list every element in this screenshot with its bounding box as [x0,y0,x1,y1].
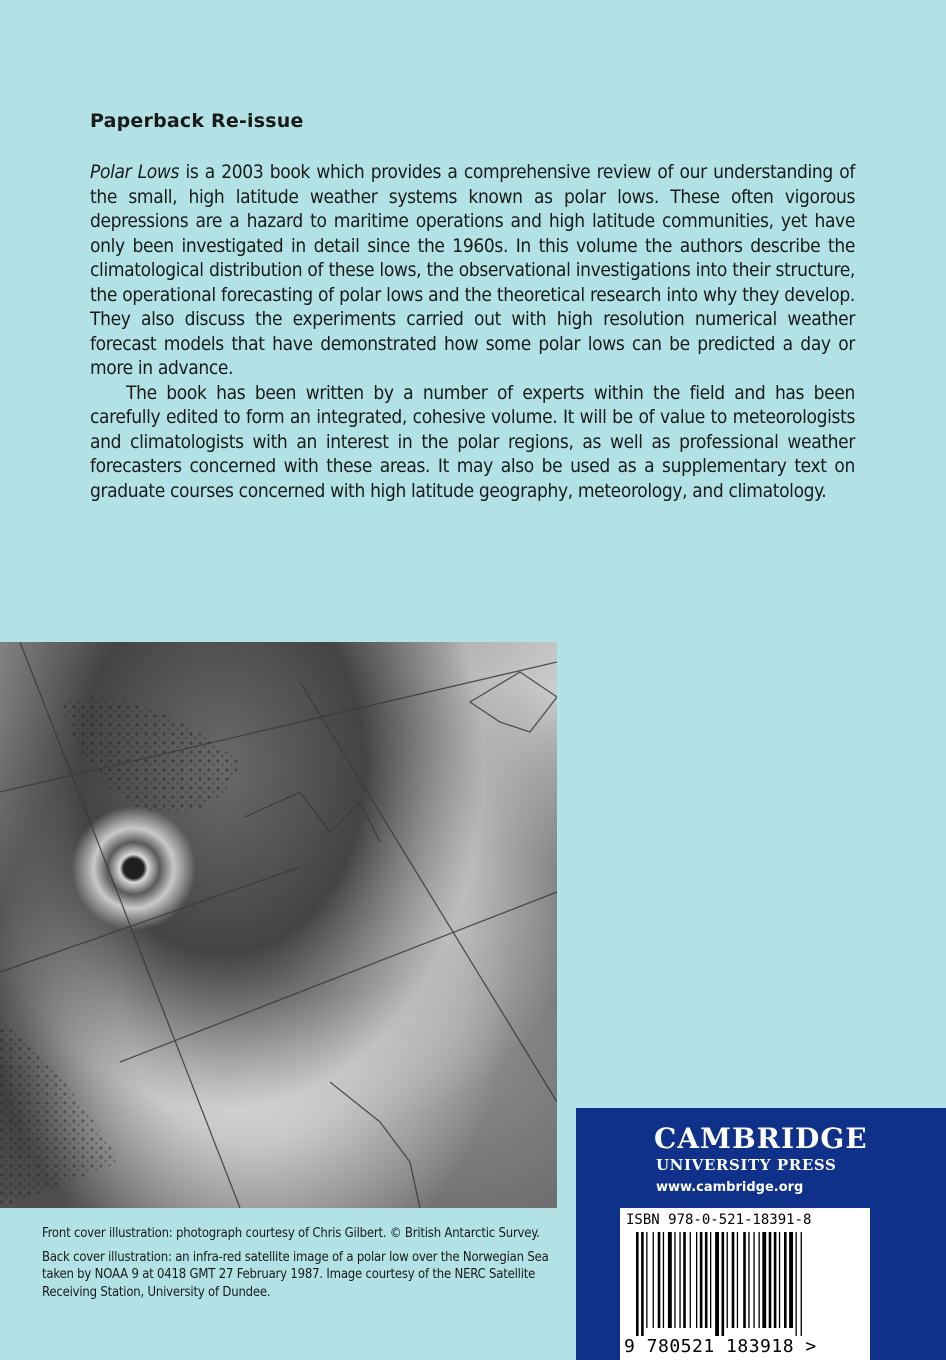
front-cover-credit: Front cover illustration: photograph courtesy of Chris Gilbert. © British Antarctic Survey. [42,1226,540,1241]
section-heading: Paperback Re-issue [90,110,304,132]
isbn-label: ISBN 978-0-521-18391-8 [626,1212,812,1228]
description-paragraph-2: The book has been written by a number of experts within the field and has been carefully edited to form an integrated, cohesive volume. It will be of value to meteorologists and climatologists with an interest in the polar regions, as well as professional weather forecasters concerned with these areas. It may also be used as a supplementary text on graduate courses concerned with high latitude geography, meteorology, and climatology. [90,381,855,502]
back-cover-credit: Back cover illustration: an infra-red satellite image of a polar low over the Norwegian Sea taken by NOAA 9 at 0418 GMT 27 February 1987. Image courtesy of the NERC Satellite Receiving Station, University of Dundee. [42,1249,549,1300]
description-paragraph-1 [90,160,855,381]
description-paragraph-1-text: is a 2003 book which provides a comprehensive review of our understanding of the small, high latitude weather systems known as polar lows. These often vigorous depressions are a hazard to maritime operations and high latitude communities, yet have only been investigated in detail since the 1960s. In this volume the authors describe the climatological distribution of these lows, the observational investigations into their structure, the operational forecasting of polar lows and the theoretical research into why they develop. They also discuss the experiments carried out with high resolution numerical weather forecast models that have demonstrated how some polar lows can be predicted a day or more in advance. [90,161,855,379]
book-description [90,160,855,503]
publisher-logo-name: CAMBRIDGE [654,1122,868,1155]
barcode-digits: 9 780521 183918 > [624,1336,817,1357]
cover-credits [42,1225,567,1307]
publisher-url: www.cambridge.org [656,1180,804,1195]
satellite-overlay [0,642,557,1208]
publisher-panel [576,1108,946,1360]
book-title: Polar Lows [90,161,180,183]
barcode-icon [626,1232,864,1336]
publisher-logo-subtitle: UNIVERSITY PRESS [656,1156,837,1174]
satellite-image [0,642,557,1208]
barcode-box [620,1208,870,1360]
